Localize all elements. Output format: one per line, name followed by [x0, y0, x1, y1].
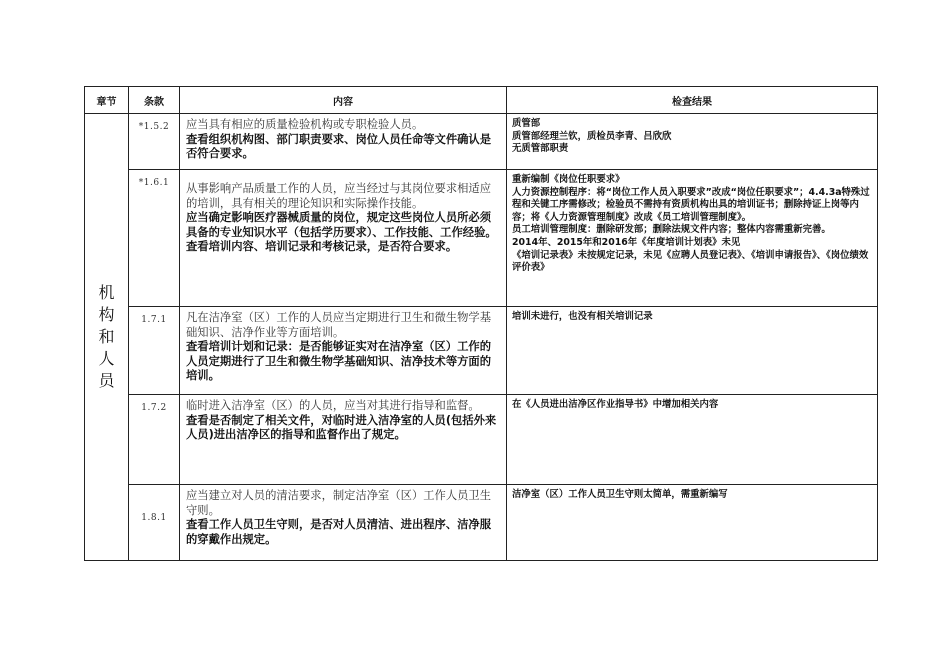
clause-number: 1.8.1: [129, 485, 180, 561]
clause-number: 1.7.1: [129, 307, 180, 395]
result-cell: [507, 485, 878, 561]
content-cell: [180, 395, 507, 485]
table-row: [85, 395, 878, 485]
content-cell: [180, 485, 507, 561]
result-cell: [507, 395, 878, 485]
requirement-text: 应当建立对人员的清洁要求，制定洁净室（区）工作人员卫生守则。: [186, 489, 492, 517]
result-line: 员工培训管理制度：删除研发部；删除法规文件内容；整体内容需重新完善。: [512, 224, 831, 236]
result-line: 2014年、2015年和2016年《年度培训计划表》未见: [512, 236, 741, 248]
table-header-row: [85, 87, 878, 114]
header-result: 检查结果: [507, 87, 878, 114]
content-cell: [180, 307, 507, 395]
content-cell: [180, 114, 507, 170]
chapter-title: 机构和人员: [98, 283, 115, 390]
result-line: 在《人员进出洁净区作业指导书》中增加相关内容: [512, 399, 719, 410]
clause-number: 1.7.2: [129, 395, 180, 485]
content-cell: [180, 170, 507, 307]
inspection-table: [84, 86, 878, 561]
result-line: 质管部经理兰钦，质检员李青、吕欣欣: [512, 130, 672, 142]
requirement-text: 从事影响产品质量工作的人员，应当经过与其岗位要求相适应的培训，具有相关的理论知识和实际操作技能。: [186, 182, 492, 210]
result-line: 洁净室（区）工作人员卫生守则太简单，需重新编写: [512, 489, 728, 500]
check-method-text: 查看是否制定了相关文件，对临时进入洁净室的人员(包括外来人员)进出洁净区的指导和监督作出了规定。: [186, 413, 497, 442]
result-line: 培训未进行，也没有相关培训记录: [512, 311, 653, 322]
table-row: [85, 307, 878, 395]
requirement-text: 临时进入洁净室（区）的人员，应当对其进行指导和监督。: [186, 399, 480, 412]
clause-number: *1.6.1: [129, 170, 180, 307]
requirement-text: 凡在洁净室（区）工作的人员应当定期进行卫生和微生物学基础知识、洁净作业等方面培训。: [186, 311, 492, 339]
result-line: 重新编制《岗位任职要求》: [512, 174, 625, 185]
result-line: 质管部: [512, 118, 541, 129]
check-method-text: 查看工作人员卫生守则，是否对人员清洁、进出程序、洁净服的穿戴作出规定。: [186, 518, 492, 546]
clause-number: *1.5.2: [129, 114, 180, 170]
check-method-text: 查看组织机构图、部门职责要求、岗位人员任命等文件确认是否符合要求。: [186, 132, 492, 161]
result-line: 《培训记录表》未按规定记录，未见《应聘人员登记表》、《培训申请报告》、《岗位绩效评价表》: [512, 249, 869, 274]
table-row: [85, 170, 878, 307]
header-chapter: 章节: [85, 87, 129, 114]
check-method-text: 查看培训计划和记录：是否能够证实对在洁净室（区）工作的人员定期进行了卫生和微生物学基础知识、洁净技术等方面的培训。: [186, 340, 492, 383]
table-row: [85, 485, 878, 561]
chapter-cell: [85, 114, 129, 561]
requirement-text: 应当具有相应的质量检验机构或专职检验人员。: [186, 118, 424, 131]
result-line: 无质管部职责: [512, 143, 569, 155]
result-line: 人力资源控制程序：将“岗位工作人员入职要求”改成“岗位任职要求”；4.4.3a特殊过程和关键工序需修改；检验员不需持有资质机构出具的培训证书；删除持证上岗等内容；将《人力资源管理制度》改成《员工培训管理制度》。: [512, 186, 870, 223]
table-row: [85, 114, 878, 170]
result-cell: [507, 114, 878, 170]
header-content: 内容: [180, 87, 507, 114]
result-cell: [507, 307, 878, 395]
result-cell: [507, 170, 878, 307]
check-method-text: 应当确定影响医疗器械质量的岗位，规定这些岗位人员所必须具备的专业知识水平（包括学历要求）、工作技能、工作经验。查看培训内容、培训记录和考核记录，是否符合要求。: [186, 211, 497, 254]
header-clause: 条款: [129, 87, 180, 114]
